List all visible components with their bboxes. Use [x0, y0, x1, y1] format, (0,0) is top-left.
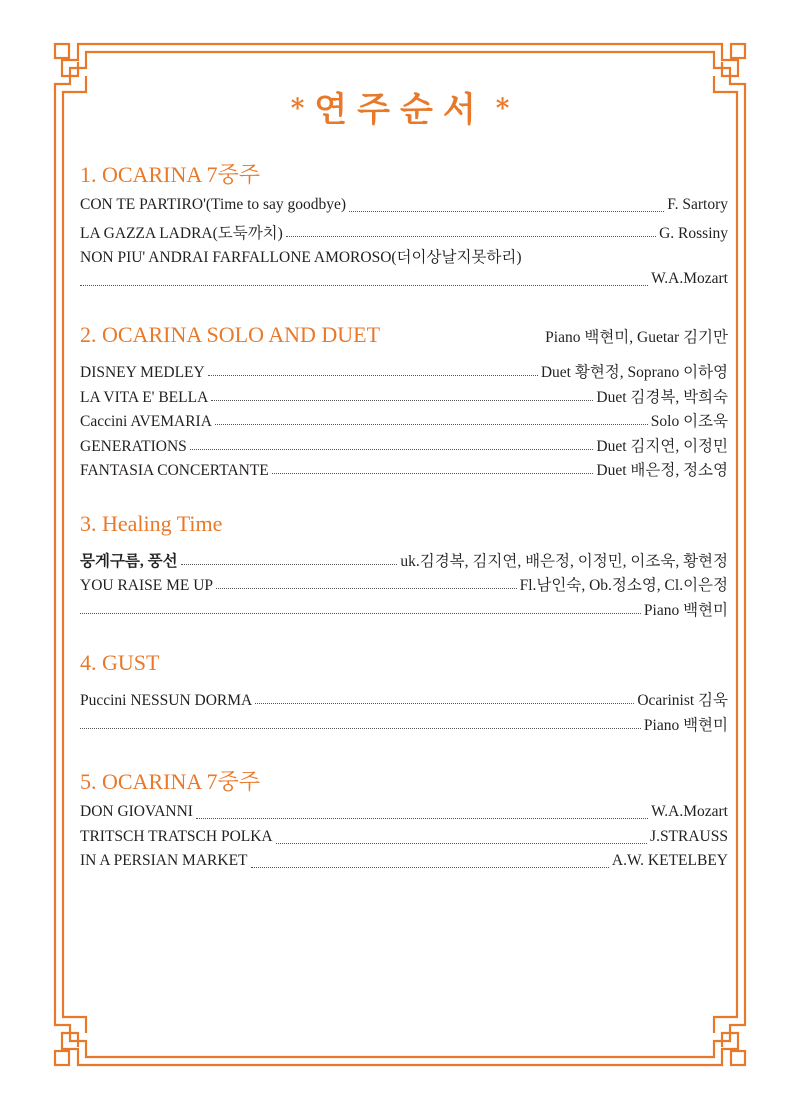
piece-title: GENERATIONS [80, 437, 187, 455]
performer: Duet 김경복, 박희숙 [596, 388, 728, 406]
program-section [80, 322, 728, 483]
program-item [80, 385, 728, 410]
performer: Duet 황현정, Soprano 이하영 [540, 364, 728, 381]
performer: G. Rossiny [659, 224, 728, 242]
section-title: 2. OCARINA SOLO AND DUET [80, 322, 381, 347]
dot-leader [196, 817, 648, 819]
dot-leader [286, 235, 656, 237]
page-title [0, 82, 800, 131]
performer: uk.김경복, 김지연, 배은정, 이정민, 이조욱, 황현정 [400, 552, 728, 570]
performer: Solo 이조욱 [650, 413, 728, 430]
program-item [80, 573, 728, 598]
piece-title: FANTASIA CONCERTANTE [80, 462, 269, 479]
section-title: 1. OCARINA 7중주 [80, 162, 261, 187]
title-text: 연주순서 [314, 90, 486, 130]
performer: A.W. KETELBEY [611, 852, 728, 869]
dot-leader [208, 374, 538, 376]
title-star-right: * [495, 94, 510, 124]
program-item [80, 852, 728, 877]
section-title: 5. OCARINA 7중주 [80, 769, 261, 794]
piece-title: DON GIOVANNI [80, 803, 193, 820]
section-header [80, 322, 728, 358]
title-star-left: * [290, 94, 305, 124]
piece-title: Puccini NESSUN DORMA [80, 692, 253, 709]
section-header [80, 158, 728, 194]
program-item [80, 196, 728, 221]
piece-title: 뭉게구름, 풍선 [80, 552, 178, 570]
performer: F. Sartory [667, 196, 728, 213]
performer: Duet 배은정, 정소영 [596, 462, 728, 479]
performer: W.A.Mozart [651, 803, 728, 820]
program-item [80, 803, 728, 828]
section-performers: Piano 백현미, Guetar 김기만 [545, 329, 728, 346]
performer: W.A.Mozart [651, 269, 728, 287]
section-header [80, 765, 728, 801]
dot-leader [272, 472, 594, 474]
program-list [80, 158, 728, 905]
program-item [80, 598, 728, 623]
section-title: 4. GUST [80, 650, 160, 675]
piece-title: NON PIU' ANDRAI FARFALLONE AMOROSO(더이상날지못하리) [80, 249, 522, 266]
piece-title: IN A PERSIAN MARKET [80, 852, 248, 869]
program-item [80, 549, 728, 574]
performer: Ocarinist 김욱 [637, 692, 728, 709]
dot-leader [276, 842, 647, 844]
dot-leader [255, 702, 634, 704]
dot-leader [215, 423, 648, 425]
program-section [80, 158, 728, 294]
section-title: 3. Healing Time [80, 510, 223, 536]
piece-title: LA GAZZA LADRA(도둑까치) [80, 224, 283, 242]
section-header [80, 511, 728, 547]
dot-leader [251, 866, 609, 868]
program-item [80, 270, 728, 295]
dot-leader [349, 210, 664, 212]
performer: Fl.남인숙, Ob.정소영, Cl.이은정 [519, 577, 728, 594]
piece-title: CON TE PARTIRO'(Time to say goodbye) [80, 196, 347, 213]
program-item [80, 688, 728, 713]
piece-title: YOU RAISE ME UP [80, 577, 214, 594]
program-section [80, 511, 728, 623]
dot-leader [80, 284, 648, 286]
dot-leader [181, 563, 398, 565]
dot-leader [80, 612, 641, 614]
program-item [80, 458, 728, 483]
piece-title: LA VITA E' BELLA [80, 388, 209, 406]
piece-title: Caccini AVEMARIA [80, 413, 212, 430]
performer: Duet 김지연, 이정민 [596, 437, 728, 455]
program-item [80, 434, 728, 459]
program-item [80, 409, 728, 434]
program-item [80, 360, 728, 385]
program-item [80, 245, 728, 270]
section-header [80, 650, 728, 686]
dot-leader [80, 727, 641, 729]
program-section [80, 650, 728, 737]
program-item [80, 221, 728, 246]
program-item [80, 828, 728, 853]
program-section [80, 765, 728, 877]
performer: Piano 백현미 [643, 601, 728, 619]
dot-leader [216, 587, 517, 589]
performer: J.STRAUSS [650, 827, 728, 845]
piece-title: TRITSCH TRATSCH POLKA [80, 827, 273, 845]
performer: Piano 백현미 [643, 716, 728, 734]
program-item [80, 713, 728, 738]
dot-leader [190, 448, 594, 450]
piece-title: DISNEY MEDLEY [80, 364, 205, 381]
dot-leader [211, 399, 593, 401]
